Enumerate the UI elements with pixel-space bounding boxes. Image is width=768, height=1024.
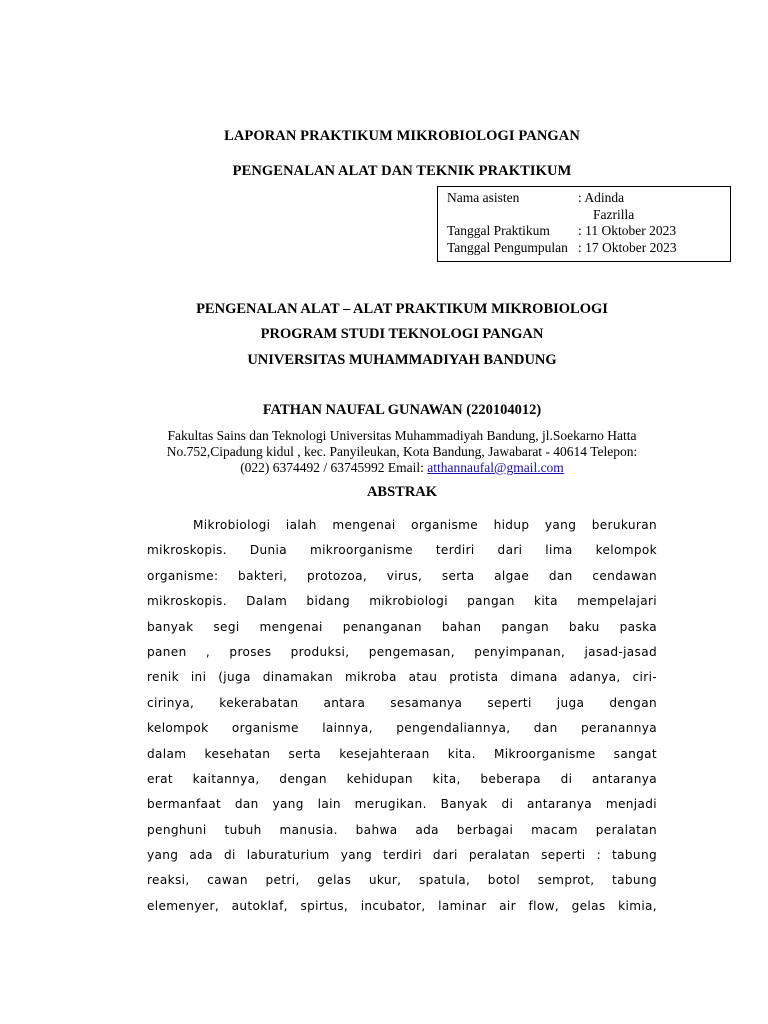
affiliation-line: No.752,Cipadung kidul , kec. Panyileukan, Kota Bandung, Jawabarat - 40614 Telepon: xyxy=(166,444,638,459)
info-row-assistant-cont xyxy=(447,207,730,224)
affiliation-block xyxy=(90,428,714,476)
abstract-line: yang ada di laburaturium yang terdiri dari peralatan seperti : tabung xyxy=(147,848,657,863)
abstract-line: elemenyer, autoklaf, spirtus, incubator, laminar air flow, gelas kimia, xyxy=(147,898,657,913)
info-row-submission-date xyxy=(447,240,730,257)
info-row-assistant xyxy=(447,190,730,207)
abstract-line: erat kaitannya, dengan kehidupan kita, beberapa di antaranya xyxy=(147,771,657,786)
report-title: LAPORAN PRAKTIKUM MIKROBIOLOGI PANGAN xyxy=(224,128,580,144)
contact-text: (022) 6374492 / 63745992 Email: xyxy=(240,460,428,475)
abstract-line: bermanfaat dan yang lain merugikan. Banyak di antaranya menjadi xyxy=(147,797,657,812)
university-heading: UNIVERSITAS MUHAMMADIYAH BANDUNG xyxy=(247,352,557,368)
info-label xyxy=(447,207,578,224)
abstract-line: dalam kesehatan serta kesejahteraan kita. Mikroorganisme sangat xyxy=(147,746,657,761)
abstract-title: ABSTRAK xyxy=(366,484,438,500)
abstract-line: kelompok organisme lainnya, pengendaliannya, dan peranannya xyxy=(147,721,657,736)
info-row-practicum-date xyxy=(447,223,730,240)
report-subtitle: PENGENALAN ALAT DAN TEKNIK PRAKTIKUM xyxy=(232,163,572,179)
info-value: : Adinda xyxy=(578,190,625,205)
paper-heading: PENGENALAN ALAT – ALAT PRAKTIKUM MIKROBIOLOGI xyxy=(196,301,608,317)
info-label: Tanggal Praktikum xyxy=(447,223,550,238)
abstract-line: cirinya, kekerabatan antara sesamanya seperti juga dengan xyxy=(147,695,657,710)
abstract-line: banyak segi mengenai penanganan bahan pangan baku paska xyxy=(147,619,657,634)
program-heading: PROGRAM STUDI TEKNOLOGI PANGAN xyxy=(260,326,544,342)
abstract-line: penghuni tubuh manusia. bahwa ada berbagai macam peralatan xyxy=(147,822,657,837)
info-label: Nama asisten xyxy=(447,190,520,205)
author-name: FATHAN NAUFAL GUNAWAN (220104012) xyxy=(262,402,542,418)
abstract-line: organisme: bakteri, protozoa, virus, serta algae dan cendawan xyxy=(147,568,657,583)
info-label: Tanggal Pengumpulan xyxy=(447,239,568,255)
assistant-info-box xyxy=(437,186,731,262)
abstract-line: mikroskopis. Dalam bidang mikrobiologi pangan kita mempelajari xyxy=(147,594,657,609)
info-value: : 17 Oktober 2023 xyxy=(578,239,677,255)
affiliation-line xyxy=(90,460,714,476)
abstract-line: reaksi, cawan petri, gelas ukur, spatula, botol semprot, tabung xyxy=(147,873,657,888)
affiliation-line: Fakultas Sains dan Teknologi Universitas Muhammadiyah Bandung, jl.Soekarno Hatta xyxy=(167,428,637,443)
abstract-body xyxy=(147,513,657,919)
abstract-line: panen , proses produksi, pengemasan, penyimpanan, jasad-jasad xyxy=(147,644,657,659)
abstract-line: renik ini (juga dinamakan mikroba atau protista dimana adanya, ciri- xyxy=(147,670,657,685)
info-value: Fazrilla xyxy=(593,206,635,222)
abstract-line: mikroskopis. Dunia mikroorganisme terdiri dari lima kelompok xyxy=(147,543,657,558)
abstract-line: Mikrobiologi ialah mengenai organisme hidup yang berukuran xyxy=(193,518,657,532)
info-value: : 11 Oktober 2023 xyxy=(578,223,677,238)
email-link[interactable]: atthannaufal@gmail.com xyxy=(427,460,564,475)
